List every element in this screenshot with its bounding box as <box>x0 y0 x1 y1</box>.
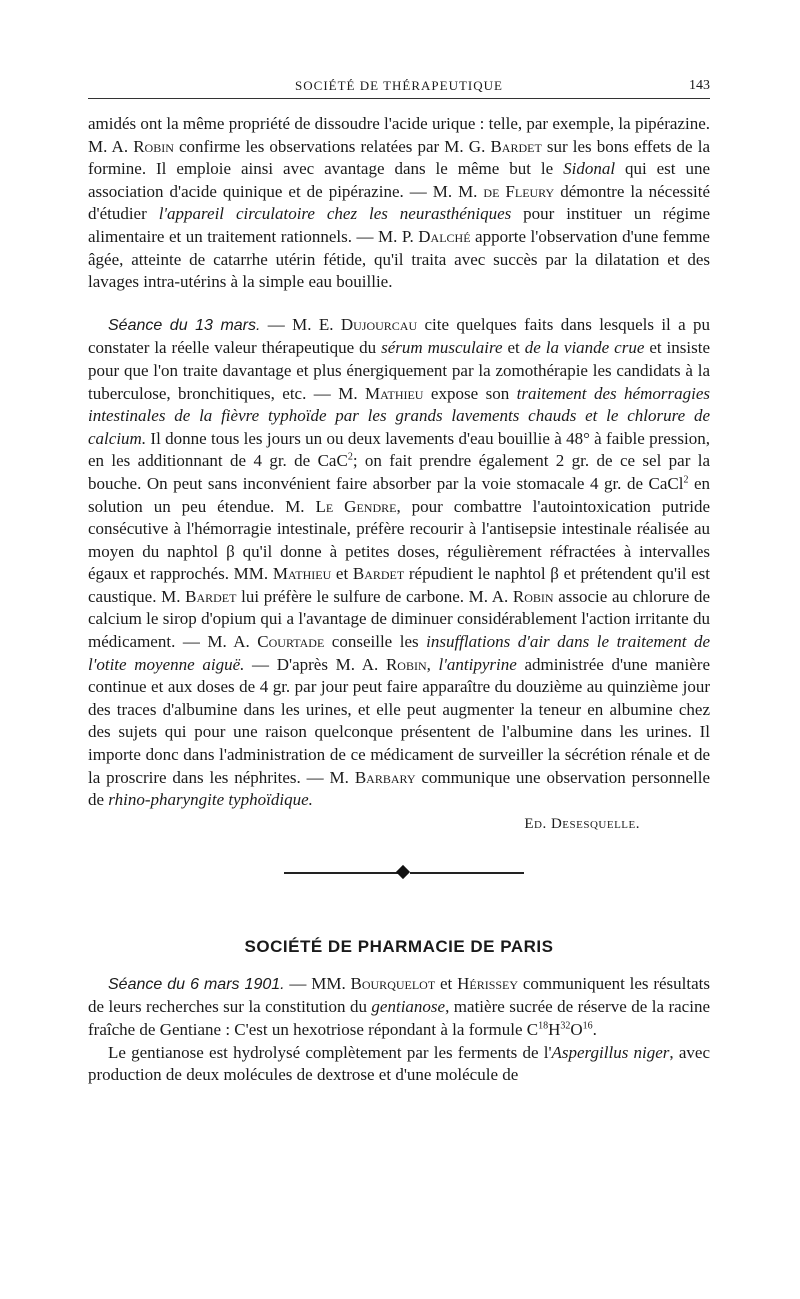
signature: Ed. Desesquelle. <box>524 815 640 832</box>
italic-term: insufflations d'air dans le traitement de l'otite moyenne aiguë. <box>88 632 710 674</box>
author-name: Mathieu <box>365 383 424 403</box>
italic-term: Aspergillus niger <box>551 1042 670 1062</box>
author-name: Mathieu <box>272 564 332 584</box>
author-name: Bourquelot <box>350 973 436 993</box>
section-title: SOCIÉTÉ DE PHARMACIE DE PARIS <box>244 936 554 956</box>
seance-date: Séance du 13 mars. <box>108 316 261 334</box>
superscript: 32 <box>560 1020 571 1032</box>
author-name: Barbary <box>354 767 416 787</box>
author-name: Dujourcau <box>340 314 418 334</box>
superscript: 2 <box>683 474 689 486</box>
paragraph-gentianose: Le gentianose est hydrolysé complètement par les ferments de l'Aspergillus niger, avec production de deux molécules de dextrose et d'une molécule de <box>88 1042 711 1085</box>
page-number: 143 <box>689 78 710 93</box>
italic-term: gentianose <box>371 997 446 1017</box>
italic-term: Sidonal <box>563 159 616 179</box>
author-name: Bardet <box>490 136 542 156</box>
paragraph-seance-6-mars: Séance du 6 mars 1901. — MM. Bourquelot et Hérissey communiquent les résultats de leurs recherches sur la constitution du gentianose, matière sucrée de réserve de la racine fraîche de Gentiane : C'est un hexotriose répondant à la formule $C^{18}H^{32}O^{16}$. <box>88 973 711 1039</box>
italic-term: sérum musculaire <box>381 338 503 358</box>
seance-date: Séance du 6 mars 1901. <box>108 975 285 993</box>
author-name: Bardet <box>185 586 237 606</box>
italic-term: traitement des hémorragies intestinales de la fièvre typhoïde par les grands lavements chauds et le chlorure de calcium. <box>88 383 710 448</box>
italic-term: l'antipyrine <box>438 654 517 674</box>
paragraph-therapeutique-intro: amidés ont la même propriété de dissoudre l'acide urique : telle, par exemple, la pipérazine. M. A. Robin confirme les observations relatées par M. G. Bardet sur les bons effets de la formine. Il emploie ainsi avec avantage dans le même but le Sidonal qui est une association d'acide quinique et de pipérazine. — M. M. de Fleury démontre la nécessité d'étudier l'appareil circulatoire chez les neurasthéniques pour instituer un régime alimentaire et un traitement rationnels. — M. P. Dalché apporte l'observation d'une femme âgée, atteinte de catarrhe utérin fétide, qu'il traita avec succès par la dilatation et des lavages intra-utérins à la simple eau bouillie. <box>88 114 710 292</box>
document-page <box>88 74 710 1087</box>
header-rule <box>88 98 710 99</box>
author-name: Courtade <box>257 632 325 652</box>
author-name: Hérissey <box>457 973 519 993</box>
superscript: 2 <box>347 451 353 463</box>
author-name: Bardet <box>352 564 405 584</box>
italic-term: de la viande crue <box>524 338 645 358</box>
italic-term: l'appareil circulatoire chez les neurasthéniques <box>158 204 512 224</box>
running-header <box>88 74 710 98</box>
divider-line <box>284 872 398 874</box>
author-name: Robin <box>512 586 554 606</box>
author-name: Le Gendre <box>315 496 397 516</box>
author-name: Robin <box>133 136 174 156</box>
section-divider <box>88 859 710 889</box>
italic-term: rhino-pharyngite typhoïdique. <box>108 790 313 810</box>
author-name: Robin <box>385 654 427 674</box>
header-title: SOCIÉTÉ DE THÉRAPEUTIQUE <box>295 78 503 93</box>
superscript: 16 <box>582 1020 593 1032</box>
superscript: 18 <box>538 1020 549 1032</box>
diamond-ornament-icon <box>396 865 410 879</box>
author-name: Dalché <box>418 226 471 246</box>
paragraph-seance-13-mars: Séance du 13 mars. — M. E. Dujourcau cite quelques faits dans lesquels il a pu constater la réelle valeur thérapeutique du sérum musculaire et de la viande crue et insiste pour que l'on traite davantage et plus énergiquement par la zomothérapie les candidats à la tuberculose, bronchitiques, etc. — M. Mathieu expose son traitement des hémorragies intestinales de la fièvre typhoïde par les grands lavements chauds et le chlorure de calcium. Il donne tous les jours un ou deux lavements d'eau bouillie à 48° à faible pression, en les additionnant de 4 gr. de CaC$^2$; on fait prendre également 2 gr. de ce sel par la bouche. On peut sans inconvénient faire absorber par la voie stomacale 4 gr. de CaCl$^2$ en solution un peu étendue. M. Le Gendre, pour combattre l'autointoxication putride consécutive à l'hémorragie intestinale, préfère recourir à l'antisepsie intestinale réalisée au moyen du naphtol β qu'il donne à petites doses, régulièrement réfractées à intervalles égaux et rapprochés. MM. Mathieu et Bardet répudient le naphtol β et prétendent qu'il est caustique. M. Bardet lui préfère le sulfure de carbone. M. A. Robin associe au chlorure de calcium le sirop d'opium qui a l'avantage de diminuer considérablement l'action irritante du médicament. — M. A. Courtade conseille les insufflations d'air dans le traitement de l'otite moyenne aiguë. — D'après M. A. Robin, l'antipyrine administrée d'une manière continue et aux doses de 4 gr. par jour peut faire apparaître du douzième au quinzième jour des traces d'albumine dans les urines, et elle peut augmenter la teneur en albumine chez des sujets qui pour une raison quelconque présentent de l'albumine dans les urines. Il importe donc dans l'administration de ce médicament de surveiller la sécrétion rénale et de la proscrire dans les néphrites. — M. Barbary communique une observation personnelle de rhino-pharyngite typhoïdique. <box>88 314 711 810</box>
divider-line <box>410 872 524 874</box>
author-name: de Fleury <box>483 181 555 201</box>
